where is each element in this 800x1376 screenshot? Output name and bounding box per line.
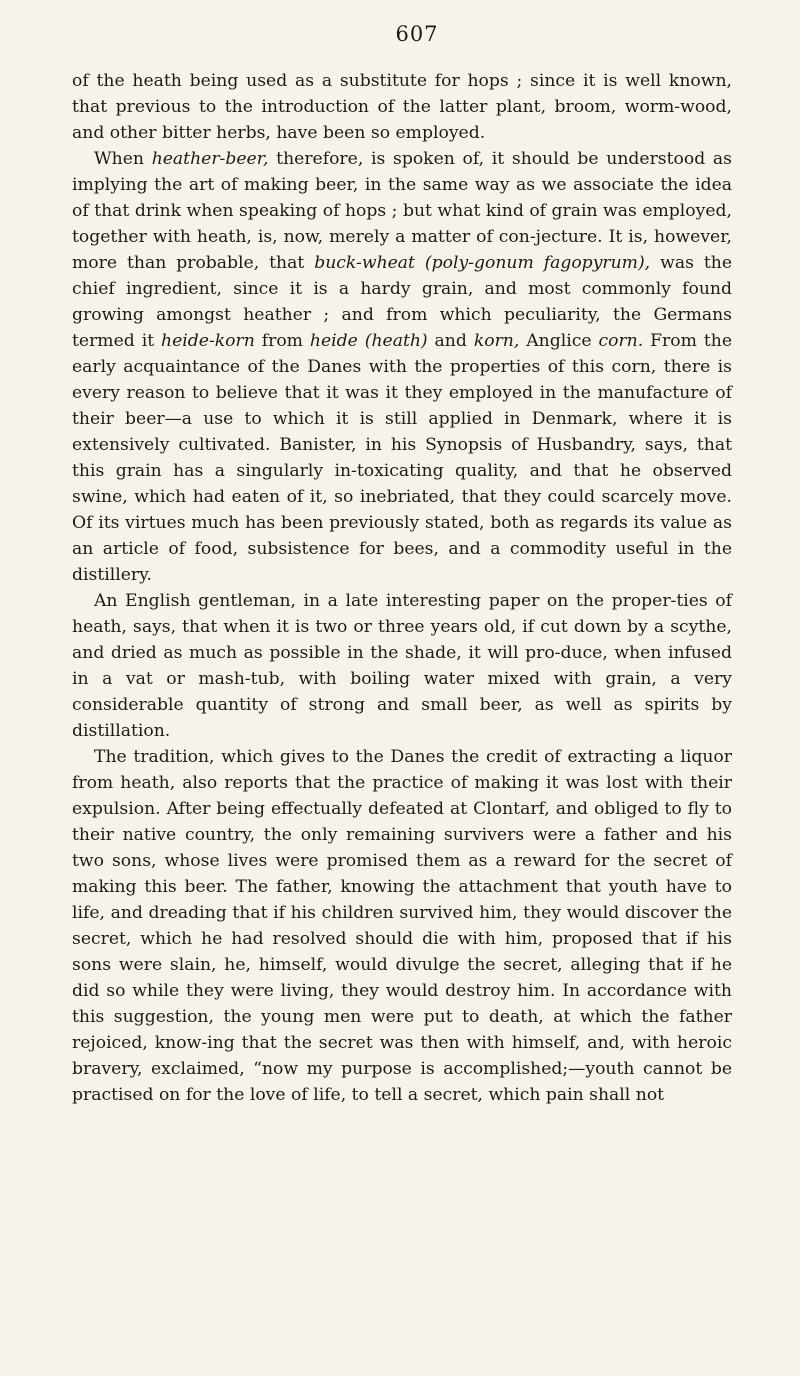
text-run: Anglice [519,331,599,351]
text-run: When [94,149,152,169]
text-run: An English gentleman, in a late interesting paper on the proper-ties of heath, says, that when it is two or three years old, if cut down by a scythe, and dried as much as possible in the shade, it will pro-duce, when infused in a vat or mash-tub, with boiling water mixed with grain, a very considerable quantity of strong and small beer, as well as spirits by distillation. [72,591,732,741]
text-run: From the early acquaintance of the Danes with the properties of this corn, there is every reason to believe that it was it they employed in the manufacture of their beer—a use to which it is still applied in Denmark, where it is extensively cultivated. Banister, in his Synopsis of Husbandry, says, that this grain has a singularly in-toxicating quality, and that he observed swine, which had eaten of it, so inebriated, that they could scarcely move. Of its virtues much has been previously stated, both as regards its value as an article of food, subsistence for bees, and a commodity useful in the distillery. [72,331,732,585]
text-run: from [254,331,310,351]
italic-text: heide-korn [161,331,255,351]
paragraph [72,588,732,744]
paragraph [72,744,732,1108]
italic-text: corn. [598,331,644,351]
paragraph [72,68,732,146]
text-run: therefore, is spoken of, it should be understood as implying the art of making beer, in the same way as we associate the idea of that drink when speaking of hops ; but what kind of grain was employed, together with heath, is, now, merely a matter of con-jecture. It is, however, more than probable, that [72,149,732,273]
italic-text: heather-beer, [151,149,269,169]
page-number: 607 [395,22,439,46]
text-run: was the chief ingredient, since it is a hardy grain, and most commonly found growing amongst heather ; and from which peculiarity, the Germans termed it [72,253,732,351]
italic-text: heide (heath) [309,331,428,351]
text-run: and [427,331,474,351]
text-run: The tradition, which gives to the Danes the credit of extracting a liquor from heath, also reports that the practice of making it was lost with their expulsion. After being effectually defeated at Clontarf, and obliged to fly to their native country, the only remaining survivers were a father and his two sons, whose lives were promised them as a reward for the secret of making this beer. The father, knowing the attachment that youth have to life, and dreading that if his children survived him, they would discover the secret, which he had resolved should die with him, proposed that if his sons were slain, he, himself, would divulge the secret, alleging that if he did so while they were living, they would destroy him. In accordance with this suggestion, the young men were put to death, at which the father rejoiced, know-ing that the secret was then with himself, and, with heroic bravery, exclaimed, “now my purpose is accomplished;—youth cannot be practised on for the love of life, to tell a secret, which pain shall not [72,747,732,1105]
body-text [72,68,732,1108]
text-run: of the heath being used as a substitute for hops ; since it is well known, that previous to the introduction of the latter plant, broom, worm-wood, and other bitter herbs, have been so employed. [72,71,732,143]
paragraph [72,146,732,588]
italic-text: korn, [473,331,520,351]
italic-text: buck-wheat (poly-gonum fagopyrum), [314,253,651,273]
